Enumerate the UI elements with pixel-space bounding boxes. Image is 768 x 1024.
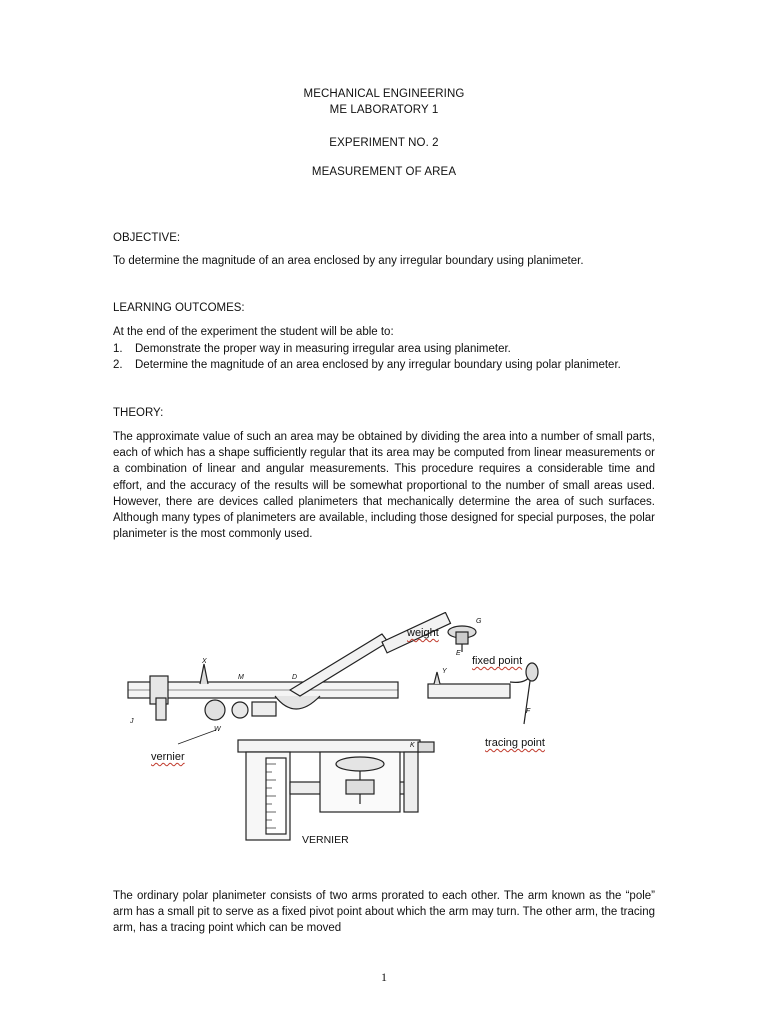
learning-outcomes-heading: LEARNING OUTCOMES: (113, 302, 245, 314)
letter-y: Y (442, 668, 447, 675)
list-item-number: 2. (113, 359, 123, 372)
letter-m: M (238, 674, 244, 681)
vernier-label: vernier (151, 751, 185, 763)
theory-heading: THEORY: (113, 407, 164, 419)
header-department: MECHANICAL ENGINEERING (303, 88, 465, 100)
letter-e: E (456, 650, 461, 657)
letter-d: D (292, 674, 298, 681)
objective-heading: OBJECTIVE: (113, 232, 181, 244)
letter-g: G (476, 618, 482, 625)
letter-f: F (526, 708, 531, 715)
vernier-caption: VERNIER (302, 834, 349, 846)
objective-text: To determine the magnitude of an area enclosed by any irregular boundary using planimeter. (113, 255, 584, 267)
theory-text: The approximate value of such an area may be obtained by dividing the area into a number of small parts, each of which has a shape sufficiently regular that its area may be computed from linear measurements or a combination of linear and angular measurements. This procedure requires a considerable time and effort, and the accuracy of the results will be somewhat proportional to the number of small areas used. However, there are devices called planimeters that mechanically determine the area of such surfaces. Although many types of planimeters are available, including those designed for special purposes, the polar planimeter is the most commonly used. (113, 431, 655, 541)
planimeter-drawing (120, 612, 570, 852)
list-item (113, 341, 655, 357)
letter-w: W (214, 726, 221, 733)
experiment-number: EXPERIMENT NO. 2 (329, 137, 439, 149)
list-item-number: 1. (113, 343, 123, 355)
closing-paragraph: The ordinary polar planimeter consists of two arms prorated to each other. The arm known as the “pole” arm has a small pit to serve as a fixed pivot point about which the arm may turn. The other arm, the tracing arm, has a tracing point which can be moved (113, 890, 655, 935)
tracing-point-label: tracing point (485, 737, 545, 749)
list-item-text: Determine the magnitude of an area enclosed by any irregular boundary using polar planimeter. (135, 359, 621, 372)
page-number: 1 (381, 970, 387, 984)
weight-label: weight (407, 627, 439, 639)
fixed-point-label: fixed point (472, 655, 523, 667)
list-item (113, 357, 655, 373)
planimeter-figure (120, 612, 570, 852)
learning-outcomes-intro: At the end of the experiment the student will be able to: (113, 326, 394, 338)
letter-k: K (410, 742, 415, 749)
page-title: MEASUREMENT OF AREA (311, 166, 457, 178)
learning-outcomes-list (113, 341, 655, 373)
header-course: ME LABORATORY 1 (329, 104, 439, 116)
list-item-text: Demonstrate the proper way in measuring irregular area using planimeter. (135, 343, 511, 355)
letter-x: X (202, 658, 207, 665)
letter-j: J (130, 718, 134, 725)
